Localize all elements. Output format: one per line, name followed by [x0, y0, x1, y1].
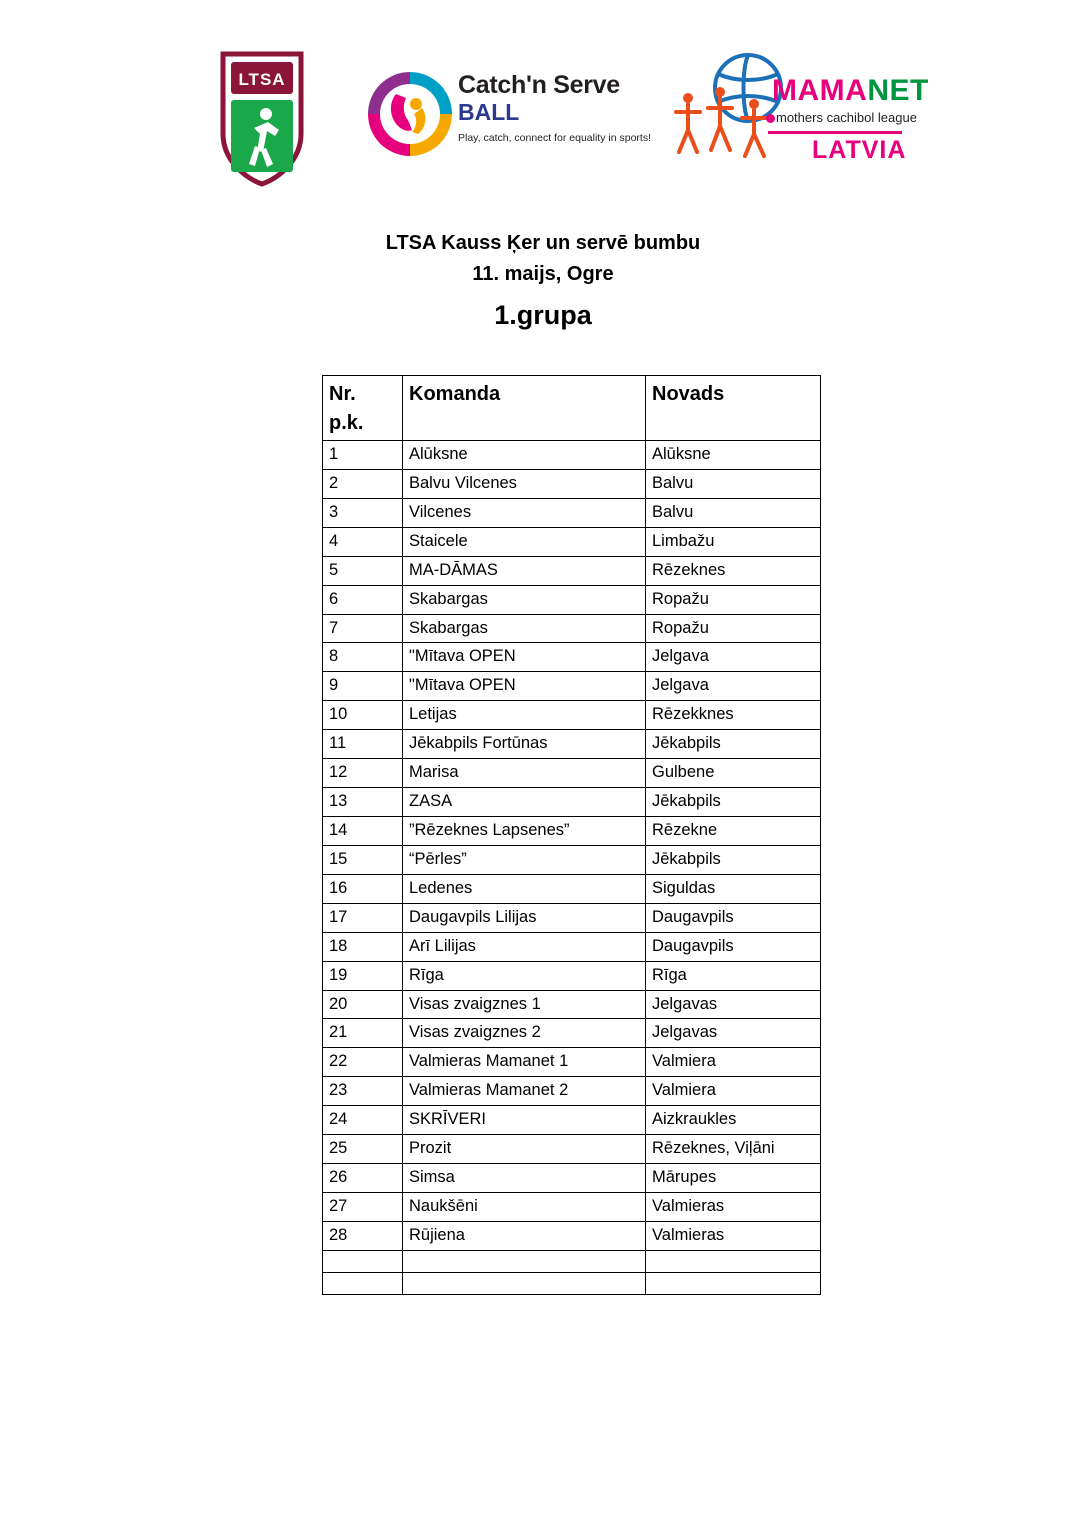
cell-komanda: Visas zvaigznes 1	[403, 990, 646, 1019]
cell-nr: 9	[323, 672, 403, 701]
cell-komanda: "Mītava OPEN	[403, 643, 646, 672]
table-row	[323, 1192, 821, 1221]
cell-nr	[323, 1272, 403, 1294]
mamanet-league-text: mothers cachibol league	[776, 110, 917, 125]
cell-nr: 4	[323, 527, 403, 556]
cell-novads: Ropažu	[646, 614, 821, 643]
cell-novads: Rēzeknes, Viļāni	[646, 1135, 821, 1164]
teams-table-container	[322, 375, 820, 1295]
cell-komanda: Letijas	[403, 701, 646, 730]
cell-komanda: Vilcenes	[403, 498, 646, 527]
cell-novads: Jelgava	[646, 643, 821, 672]
cell-nr: 3	[323, 498, 403, 527]
table-row	[323, 961, 821, 990]
cell-novads: Aizkraukles	[646, 1106, 821, 1135]
table-row	[323, 1048, 821, 1077]
cell-novads: Jelgavas	[646, 1019, 821, 1048]
table-row	[323, 614, 821, 643]
cell-novads: Daugavpils	[646, 932, 821, 961]
cell-nr: 27	[323, 1192, 403, 1221]
cell-nr: 26	[323, 1164, 403, 1193]
cell-komanda: MA-DĀMAS	[403, 556, 646, 585]
cell-nr: 15	[323, 845, 403, 874]
cell-komanda: SKRĪVERI	[403, 1106, 646, 1135]
cell-nr: 21	[323, 1019, 403, 1048]
table-row	[323, 701, 821, 730]
cell-novads: Balvu	[646, 469, 821, 498]
cell-novads: Jelgava	[646, 672, 821, 701]
svg-text:LTSA: LTSA	[238, 70, 286, 89]
cell-komanda: ZASA	[403, 788, 646, 817]
mamanet-wordmark	[772, 74, 929, 108]
table-row	[323, 1250, 821, 1272]
cell-komanda: Skabargas	[403, 585, 646, 614]
table-row	[323, 498, 821, 527]
cell-novads: Jelgavas	[646, 990, 821, 1019]
table-row	[323, 469, 821, 498]
cell-novads: Gulbene	[646, 759, 821, 788]
catch-n-serve-title: Catch'n Serve	[458, 71, 620, 99]
table-row	[323, 1272, 821, 1294]
cell-novads	[646, 1272, 821, 1294]
page-title-line1: LTSA Kauss Ķer un servē bumbu	[385, 232, 701, 254]
cell-nr: 1	[323, 441, 403, 470]
table-row	[323, 788, 821, 817]
table-row	[323, 874, 821, 903]
catch-n-serve-tagline: Play, catch, connect for equality in sports!	[458, 131, 651, 144]
cell-nr: 2	[323, 469, 403, 498]
cell-komanda: Naukšēni	[403, 1192, 646, 1221]
cell-nr: 5	[323, 556, 403, 585]
cell-komanda: Ledenes	[403, 874, 646, 903]
cell-komanda: Daugavpils Lilijas	[403, 903, 646, 932]
cell-komanda: Valmieras Mamanet 2	[403, 1077, 646, 1106]
mamanet-underline	[768, 131, 902, 134]
cell-nr: 11	[323, 730, 403, 759]
cell-komanda	[403, 1250, 646, 1272]
table-row	[323, 643, 821, 672]
table-row	[323, 1077, 821, 1106]
ltsa-shield-icon	[219, 48, 305, 188]
cell-novads: Valmiera	[646, 1077, 821, 1106]
cell-komanda: Rīga	[403, 961, 646, 990]
cell-novads	[646, 1250, 821, 1272]
cell-komanda	[403, 1272, 646, 1294]
cell-nr: 20	[323, 990, 403, 1019]
cell-novads: Siguldas	[646, 874, 821, 903]
cell-nr: 25	[323, 1135, 403, 1164]
cell-komanda: “Pērles”	[403, 845, 646, 874]
logo-bar	[0, 40, 1086, 165]
cell-novads: Rēzekne	[646, 816, 821, 845]
table-row	[323, 585, 821, 614]
column-header-nr-line1: Nr.	[329, 383, 356, 405]
cell-komanda: "Mītava OPEN	[403, 672, 646, 701]
mamanet-word-mama: MAMA	[772, 74, 868, 107]
cell-komanda: Rūjiena	[403, 1221, 646, 1250]
table-row	[323, 527, 821, 556]
mamanet-bullet-icon	[766, 114, 775, 123]
cell-novads: Daugavpils	[646, 903, 821, 932]
cell-novads: Jēkabpils	[646, 730, 821, 759]
cell-novads: Jēkabpils	[646, 845, 821, 874]
ltsa-logo	[219, 48, 305, 188]
cell-nr: 13	[323, 788, 403, 817]
cell-nr: 28	[323, 1221, 403, 1250]
table-row	[323, 932, 821, 961]
cell-novads: Rēzeknes	[646, 556, 821, 585]
table-row	[323, 759, 821, 788]
cell-komanda: Staicele	[403, 527, 646, 556]
cell-komanda: Valmieras Mamanet 1	[403, 1048, 646, 1077]
cell-novads: Jēkabpils	[646, 788, 821, 817]
cell-komanda: Skabargas	[403, 614, 646, 643]
cell-nr: 17	[323, 903, 403, 932]
cell-nr: 16	[323, 874, 403, 903]
table-row	[323, 730, 821, 759]
table-row	[323, 1135, 821, 1164]
table-row	[323, 903, 821, 932]
page-title-line2: 11. maijs, Ogre	[472, 263, 614, 285]
catch-n-serve-mark-icon	[366, 70, 454, 158]
mamanet-word-net: NET	[867, 74, 929, 107]
teams-table	[322, 375, 821, 1295]
cell-novads: Balvu	[646, 498, 821, 527]
cell-nr: 6	[323, 585, 403, 614]
cell-nr: 22	[323, 1048, 403, 1077]
cell-komanda: Visas zvaigznes 2	[403, 1019, 646, 1048]
cell-komanda: Jēkabpils Fortūnas	[403, 730, 646, 759]
cell-novads: Rīga	[646, 961, 821, 990]
cell-nr: 12	[323, 759, 403, 788]
cell-komanda: ”Rēzeknes Lapsenes”	[403, 816, 646, 845]
cell-novads: Ropažu	[646, 585, 821, 614]
cell-nr: 8	[323, 643, 403, 672]
cell-novads: Rēzekknes	[646, 701, 821, 730]
cell-novads: Valmieras	[646, 1221, 821, 1250]
catch-n-serve-logo	[366, 70, 651, 175]
catch-n-serve-text	[458, 71, 651, 144]
teams-table-body	[323, 441, 821, 1295]
group-title: 1.grupa	[494, 300, 592, 330]
cell-komanda: Simsa	[403, 1164, 646, 1193]
mamanet-country: LATVIA	[812, 136, 907, 164]
cell-nr: 10	[323, 701, 403, 730]
cell-komanda: Alūksne	[403, 441, 646, 470]
page-title	[0, 228, 1086, 290]
cell-komanda: Balvu Vilcenes	[403, 469, 646, 498]
cell-nr	[323, 1250, 403, 1272]
cell-komanda: Arī Lilijas	[403, 932, 646, 961]
table-row	[323, 1164, 821, 1193]
cell-nr: 18	[323, 932, 403, 961]
cell-komanda: Marisa	[403, 759, 646, 788]
catch-n-serve-subtitle: BALL	[458, 99, 520, 126]
table-row	[323, 1106, 821, 1135]
table-row	[323, 816, 821, 845]
column-header-nr	[323, 376, 403, 441]
table-row	[323, 556, 821, 585]
table-row	[323, 1221, 821, 1250]
cell-nr: 14	[323, 816, 403, 845]
cell-novads: Alūksne	[646, 441, 821, 470]
table-row	[323, 672, 821, 701]
cell-nr: 24	[323, 1106, 403, 1135]
cell-nr: 19	[323, 961, 403, 990]
cell-novads: Valmiera	[646, 1048, 821, 1077]
cell-nr: 23	[323, 1077, 403, 1106]
table-header-row	[323, 376, 821, 441]
column-header-nr-line2: p.k.	[329, 412, 364, 434]
cell-novads: Mārupes	[646, 1164, 821, 1193]
table-row	[323, 845, 821, 874]
cell-nr: 7	[323, 614, 403, 643]
column-header-novads: Novads	[646, 376, 821, 441]
table-row	[323, 441, 821, 470]
cell-novads: Limbažu	[646, 527, 821, 556]
table-row	[323, 1019, 821, 1048]
table-row	[323, 990, 821, 1019]
cell-komanda: Prozit	[403, 1135, 646, 1164]
column-header-komanda: Komanda	[403, 376, 646, 441]
cell-novads: Valmieras	[646, 1192, 821, 1221]
mamanet-logo	[672, 52, 929, 182]
